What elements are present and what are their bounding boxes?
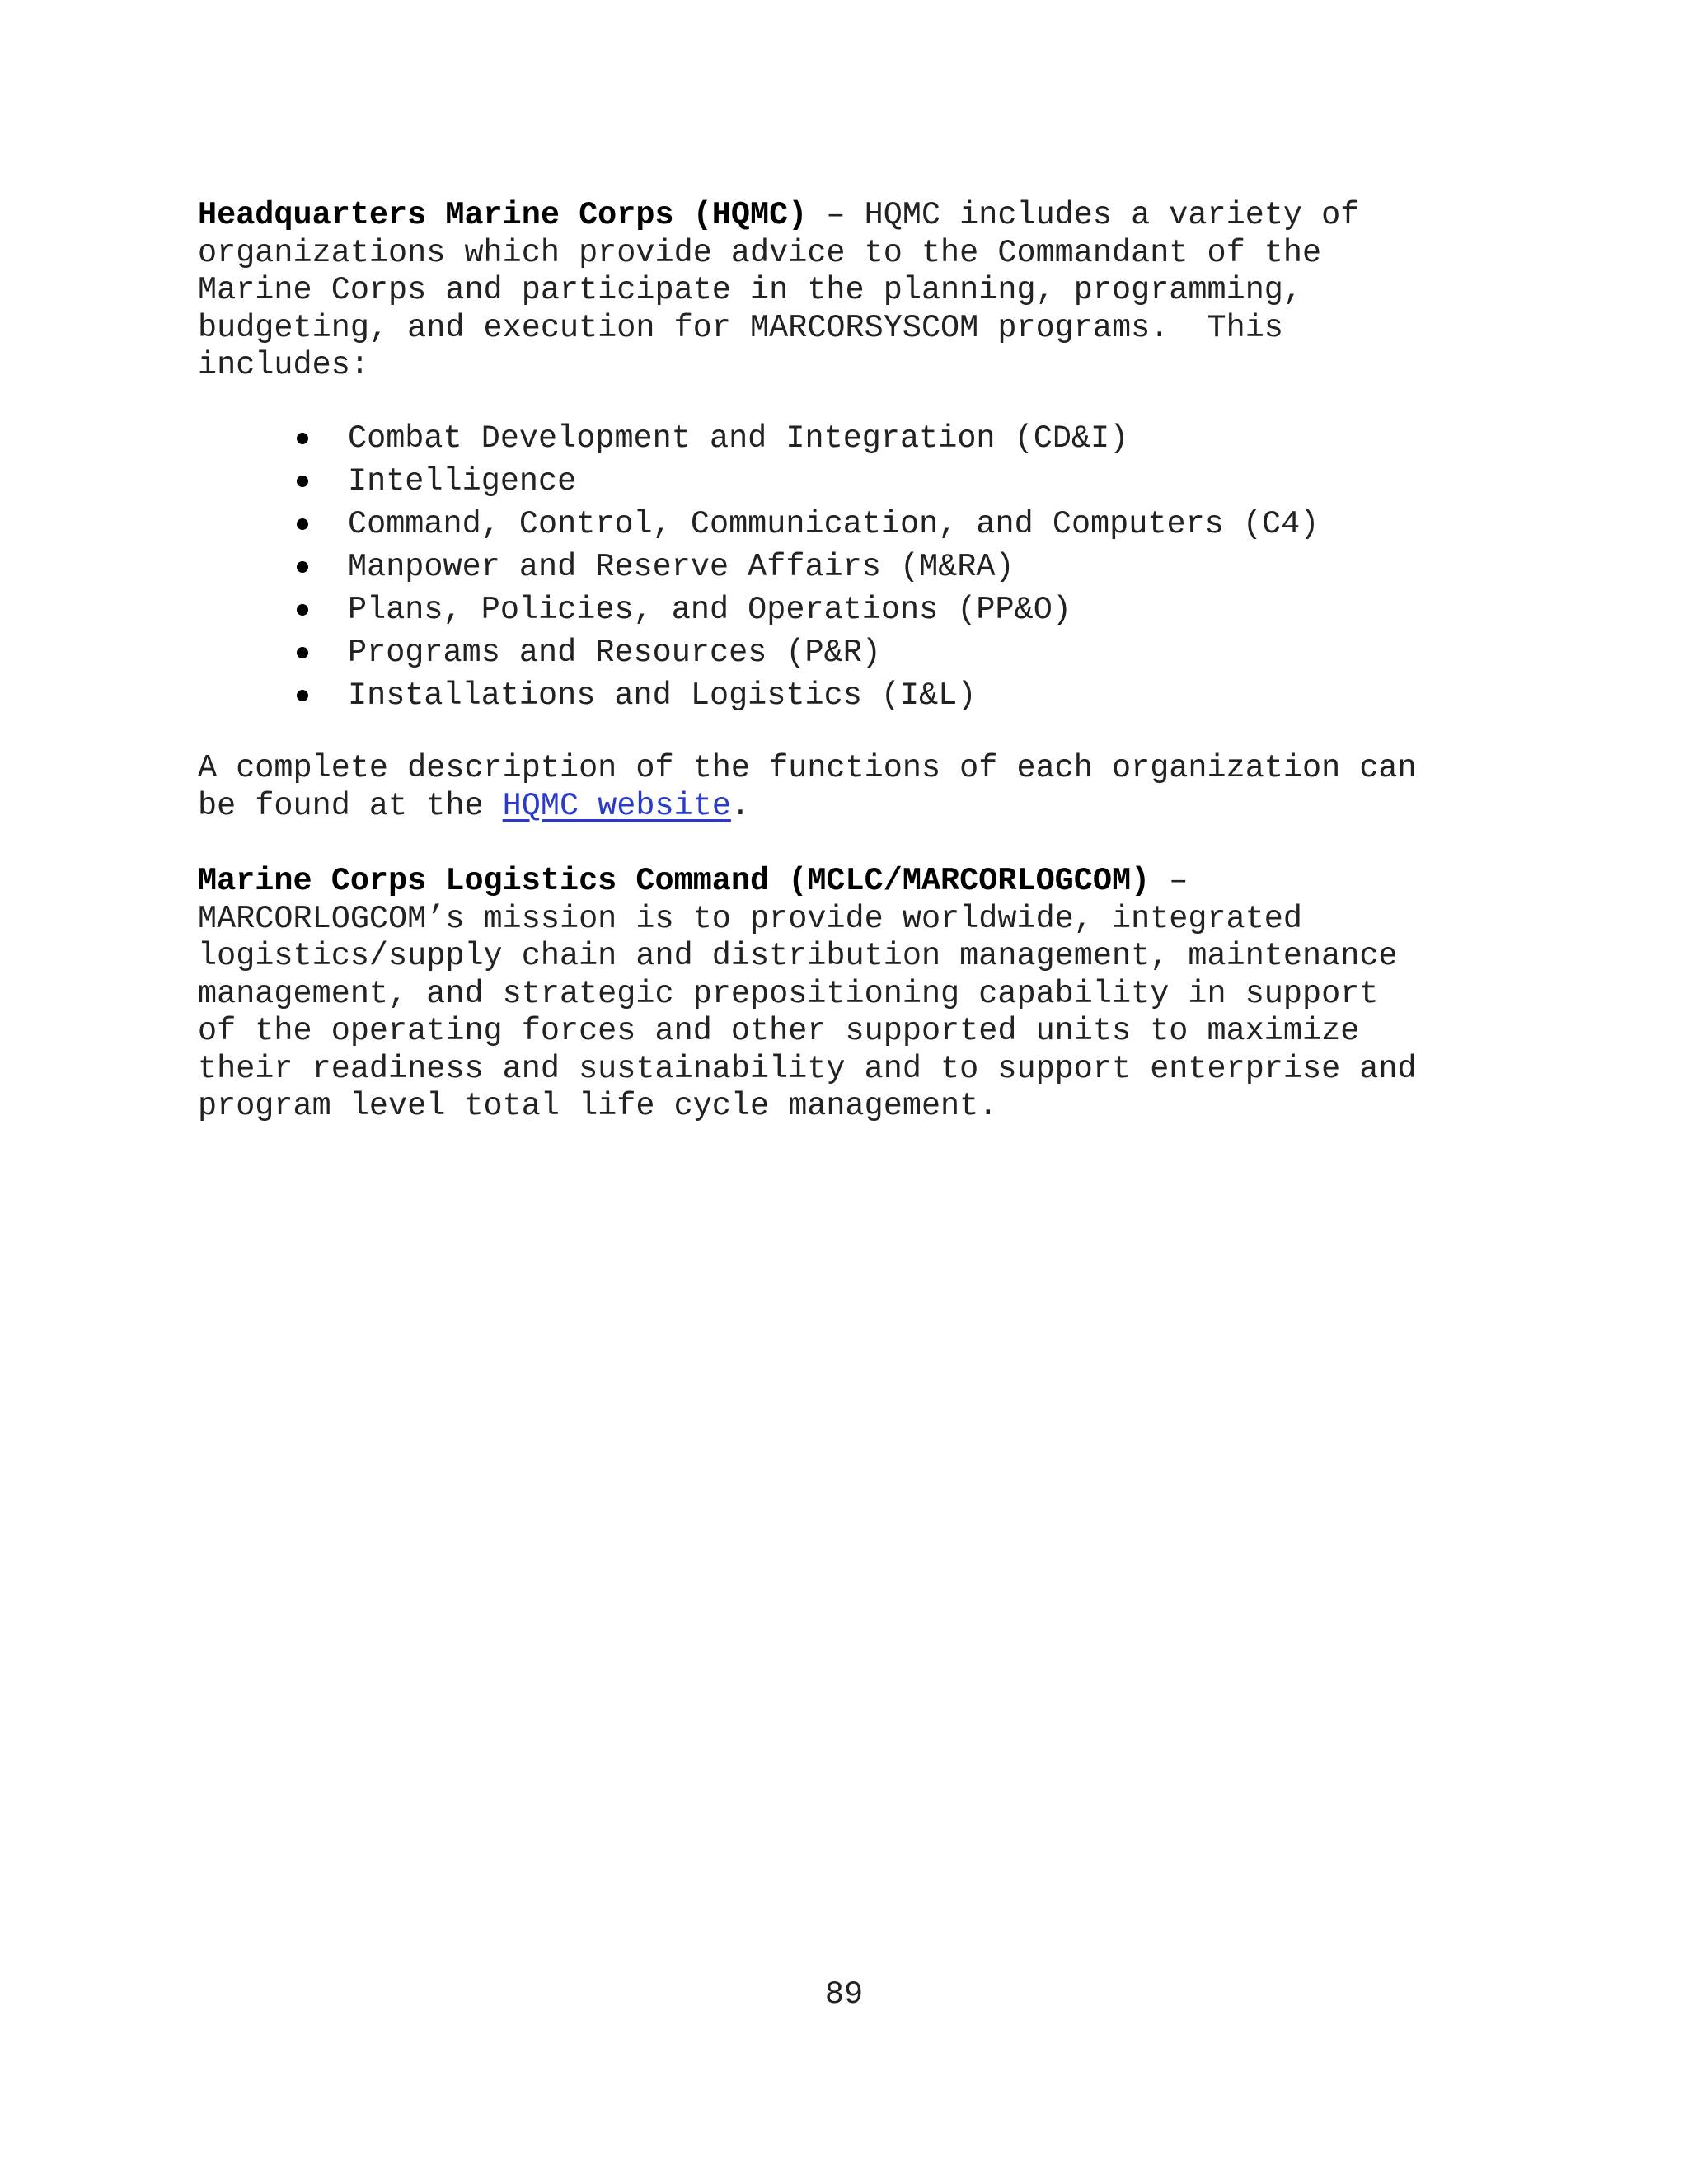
hqmc-intro-line-5: includes:: [198, 347, 369, 383]
list-item-text: Programs and Resources (P&R): [348, 635, 881, 671]
hqmc-intro-line-4: budgeting, and execution for MARCORSYSCOM programs. This: [198, 309, 1283, 346]
mclc-line-2: MARCORLOGCOM’s mission is to provide worldwide, integrated: [198, 900, 1303, 937]
description-line-2-prefix: be found at the: [198, 787, 503, 824]
list-item: [297, 674, 1319, 717]
description-line-2-suffix: .: [730, 787, 751, 824]
list-item-text: Command, Control, Communication, and Computers (C4): [348, 506, 1320, 542]
list-item-text: Manpower and Reserve Affairs (M&RA): [348, 549, 1015, 585]
bullet-icon: [297, 647, 308, 658]
mclc-line-5: of the operating forces and other supported units to maximize: [198, 1013, 1360, 1049]
mclc-line-7: program level total life cycle management.: [198, 1088, 998, 1124]
list-item-text: Combat Development and Integration (CD&I): [348, 420, 1129, 457]
list-item: [297, 588, 1319, 631]
page-number: 89: [824, 1976, 864, 2013]
bullet-icon: [297, 518, 308, 530]
hqmc-heading: Headquarters Marine Corps (HQMC): [198, 197, 808, 233]
list-item: [297, 417, 1319, 460]
list-item-text: Installations and Logistics (I&L): [348, 677, 977, 714]
hqmc-website-link[interactable]: HQMC website: [502, 787, 731, 824]
bullet-icon: [297, 476, 308, 487]
description-line-1: A complete description of the functions of each organization can: [198, 750, 1417, 786]
list-item-text: Plans, Policies, and Operations (PP&O): [348, 592, 1071, 628]
hqmc-intro-line-3: Marine Corps and participate in the planning, programming,: [198, 272, 1303, 308]
mclc-section: [198, 863, 1517, 1126]
bullet-icon: [297, 604, 308, 616]
hqmc-organization-list: [297, 417, 1319, 717]
bullet-icon: [297, 690, 308, 701]
hqmc-intro-line-2: organizations which provide advice to the Commandant of the: [198, 234, 1322, 271]
list-item: [297, 460, 1319, 503]
list-item: [297, 503, 1319, 546]
list-item: [297, 546, 1319, 588]
hqmc-section: [198, 197, 1517, 385]
bullet-icon: [297, 561, 308, 573]
mclc-heading: Marine Corps Logistics Command (MCLC/MARCORLOGCOM): [198, 863, 1151, 899]
mclc-line-4: management, and strategic prepositioning capability in support: [198, 975, 1379, 1012]
description-paragraph: [198, 750, 1517, 825]
mclc-line-3: logistics/supply chain and distribution management, maintenance: [198, 938, 1398, 974]
hqmc-intro-line-1: – HQMC includes a variety of: [807, 197, 1360, 233]
bullet-icon: [297, 433, 308, 444]
mclc-heading-dash: –: [1150, 863, 1189, 899]
list-item-text: Intelligence: [348, 463, 577, 499]
list-item: [297, 631, 1319, 674]
mclc-line-6: their readiness and sustainability and to support enterprise and: [198, 1050, 1417, 1087]
